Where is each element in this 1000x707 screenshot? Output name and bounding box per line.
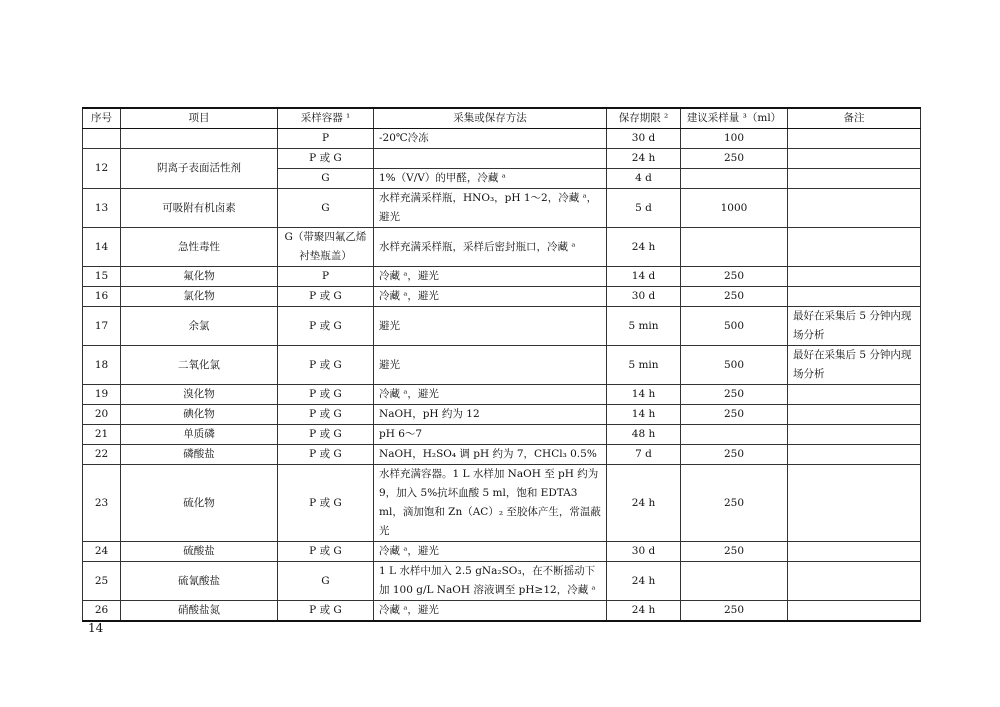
cell-volume: 250 [681,601,788,622]
header-note: 备注 [788,108,921,129]
cell-note [788,601,921,622]
cell-volume: 250 [681,287,788,307]
cell-note [788,169,921,189]
sampling-table [82,107,921,622]
cell-note [788,445,921,465]
cell-container: P 或 G [278,405,374,425]
cell-container: G（带聚四氟乙烯衬垫瓶盖） [278,228,374,267]
cell-volume: 1000 [681,189,788,228]
cell-volume: 250 [681,465,788,542]
table-row [83,189,921,228]
page-number: 14 [88,621,104,635]
cell-item [121,129,278,149]
cell-no: 24 [83,542,121,562]
cell-item: 溴化物 [121,385,278,405]
cell-note [788,287,921,307]
header-period: 保存期限 ² [607,108,681,129]
cell-period: 30 d [607,542,681,562]
cell-no [83,129,121,149]
cell-volume [681,228,788,267]
cell-item: 磷酸盐 [121,445,278,465]
cell-item: 可吸附有机卤素 [121,189,278,228]
cell-volume: 500 [681,346,788,385]
cell-note [788,465,921,542]
cell-no: 20 [83,405,121,425]
cell-period: 24 h [607,562,681,601]
cell-period: 30 d [607,287,681,307]
cell-method: 水样充满采样瓶，HNO₃，pH 1～2，冷藏 ᵃ，避光 [374,189,607,228]
table-row [83,385,921,405]
cell-no: 15 [83,267,121,287]
cell-item: 碘化物 [121,405,278,425]
cell-note [788,425,921,445]
cell-container: G [278,562,374,601]
cell-period: 24 h [607,465,681,542]
cell-item: 硫酸盐 [121,542,278,562]
cell-item: 二氧化氯 [121,346,278,385]
cell-container: P 或 G [278,425,374,445]
cell-no: 26 [83,601,121,622]
cell-item: 氟化物 [121,267,278,287]
cell-note [788,228,921,267]
cell-note [788,542,921,562]
cell-no: 16 [83,287,121,307]
table-row [83,405,921,425]
cell-period: 5 d [607,189,681,228]
cell-method: pH 6～7 [374,425,607,445]
cell-period: 7 d [607,445,681,465]
header-method: 采集或保存方法 [374,108,607,129]
cell-method [374,149,607,169]
cell-container: P 或 G [278,287,374,307]
cell-method: 冷藏 ᵃ，避光 [374,542,607,562]
cell-volume [681,169,788,189]
cell-method: 冷藏 ᵃ，避光 [374,287,607,307]
cell-no: 14 [83,228,121,267]
cell-volume [681,562,788,601]
cell-volume: 250 [681,445,788,465]
cell-method: NaOH，H₂SO₄ 调 pH 约为 7，CHCl₃ 0.5% [374,445,607,465]
cell-method: 冷藏 ᵃ，避光 [374,385,607,405]
cell-item: 氯化物 [121,287,278,307]
cell-container: P 或 G [278,542,374,562]
cell-no: 17 [83,307,121,346]
cell-method: 冷藏 ᵃ，避光 [374,267,607,287]
cell-volume [681,425,788,445]
header-no: 序号 [83,108,121,129]
cell-note [788,385,921,405]
cell-no: 13 [83,189,121,228]
cell-container: G [278,169,374,189]
cell-period: 24 h [607,149,681,169]
cell-no: 22 [83,445,121,465]
cell-note: 最好在采集后 5 分钟内现场分析 [788,346,921,385]
cell-container: P [278,267,374,287]
table-row [83,287,921,307]
cell-period: 5 min [607,307,681,346]
cell-volume: 250 [681,149,788,169]
table-row [83,542,921,562]
table-header-row [83,108,921,129]
cell-no: 12 [83,149,121,189]
cell-note [788,267,921,287]
table-row [83,307,921,346]
cell-method: 避光 [374,346,607,385]
cell-period: 48 h [607,425,681,445]
cell-container: P 或 G [278,465,374,542]
cell-note [788,562,921,601]
cell-item: 硝酸盐氮 [121,601,278,622]
cell-container: P 或 G [278,385,374,405]
header-container: 采样容器 ¹ [278,108,374,129]
cell-note [788,189,921,228]
table-row [83,346,921,385]
cell-volume: 500 [681,307,788,346]
cell-item: 余氯 [121,307,278,346]
cell-no: 18 [83,346,121,385]
cell-period: 14 h [607,405,681,425]
cell-period: 5 min [607,346,681,385]
table-row [83,601,921,622]
cell-volume: 250 [681,385,788,405]
cell-item: 硫氰酸盐 [121,562,278,601]
cell-note: 最好在采集后 5 分钟内现场分析 [788,307,921,346]
table-row [83,129,921,149]
cell-container: P 或 G [278,601,374,622]
cell-period: 14 d [607,267,681,287]
cell-method: NaOH，pH 约为 12 [374,405,607,425]
cell-item: 急性毒性 [121,228,278,267]
cell-no: 21 [83,425,121,445]
cell-item: 硫化物 [121,465,278,542]
cell-method: -20℃冷冻 [374,129,607,149]
cell-method: 避光 [374,307,607,346]
table-row [83,445,921,465]
table-row [83,228,921,267]
cell-note [788,405,921,425]
cell-container: G [278,189,374,228]
cell-period: 4 d [607,169,681,189]
table-row [83,149,921,169]
cell-period: 24 h [607,228,681,267]
cell-volume: 100 [681,129,788,149]
cell-period: 14 h [607,385,681,405]
cell-period: 30 d [607,129,681,149]
header-item: 项目 [121,108,278,129]
cell-item: 单质磷 [121,425,278,445]
cell-container: P 或 G [278,307,374,346]
cell-volume: 250 [681,267,788,287]
cell-item: 阴离子表面活性剂 [121,149,278,189]
table-row [83,562,921,601]
cell-method: 水样充满容器。1 L 水样加 NaOH 至 pH 约为 9，加入 5%抗坏血酸 5 ml，饱和 EDTA3 ml，滴加饱和 Zn（AC）₂ 至胶体产生，常温蔽光 [374,465,607,542]
table-row [83,465,921,542]
cell-volume: 250 [681,542,788,562]
cell-note [788,149,921,169]
table-row [83,425,921,445]
cell-method: 冷藏 ᵃ，避光 [374,601,607,622]
cell-container: P 或 G [278,346,374,385]
cell-container: P 或 G [278,149,374,169]
cell-method: 1 L 水样中加入 2.5 gNa₂SO₃，在不断摇动下加 100 g/L NaOH 溶液调至 pH≥12，冷藏 ᵃ [374,562,607,601]
cell-period: 24 h [607,601,681,622]
cell-container: P [278,129,374,149]
cell-volume: 250 [681,405,788,425]
cell-method: 水样充满采样瓶，采样后密封瓶口，冷藏 ᵃ [374,228,607,267]
cell-no: 19 [83,385,121,405]
table-row [83,267,921,287]
cell-method: 1%（V/V）的甲醛，冷藏 ᵃ [374,169,607,189]
cell-no: 23 [83,465,121,542]
cell-no: 25 [83,562,121,601]
cell-note [788,129,921,149]
cell-container: P 或 G [278,445,374,465]
header-volume: 建议采样量 ³（ml） [681,108,788,129]
